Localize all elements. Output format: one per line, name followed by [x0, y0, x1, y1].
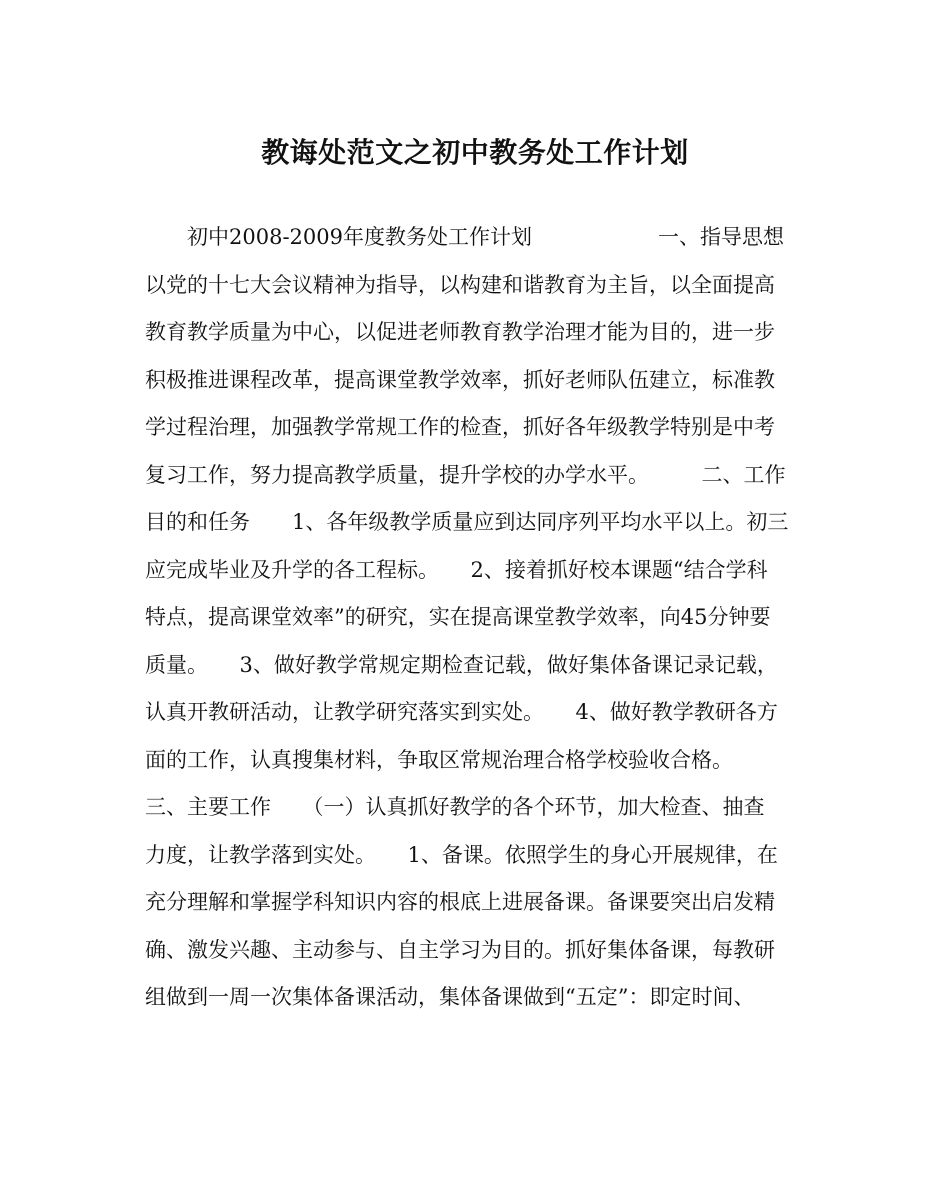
body-line: 复习工作，努力提高教学质量，提升学校的办学水平。 二、工作 [145, 463, 786, 487]
body-line: 组做到一周一次集体备课活动，集体备课做到“五定”：即定时间、 [145, 985, 755, 1009]
body-line: 初中2008-2009年度教务处工作计划 一、指导思想 [145, 225, 784, 249]
body-line: 面的工作，认真搜集材料，争取区常规治理合格学校验收合格。 [145, 748, 733, 772]
body-line: 目的和任务 1、各年级教学质量应到达同序列平均水平以上。初三 [145, 510, 789, 534]
body-line: 以党的十七大会议精神为指导，以构建和谐教育为主旨，以全面提高 [145, 273, 775, 297]
body-line: 认真开教研活动，让教学研究落实到实处。 4、做好教学教研各方 [145, 700, 778, 724]
body-line: 三、主要工作 （一）认真抓好教学的各个环节，加大检查、抽查 [145, 795, 765, 819]
body-line: 特点，提高课堂效率”的研究，实在提高课堂教学效率，向45分钟要 [145, 605, 771, 629]
body-line: 充分理解和掌握学科知识内容的根底上进展备课。备课要突出启发精 [145, 890, 775, 914]
body-line: 质量。 3、做好教学常规定期检查记载，做好集体备课记录记载， [145, 653, 778, 677]
body-line: 教育教学质量为中心，以促进老师教育教学治理才能为目的，进一步 [145, 320, 775, 344]
body-line: 积极推进课程改革，提高课堂教学效率，抓好老师队伍建立，标准教 [145, 368, 775, 392]
body-line: 确、激发兴趣、主动参与、自主学习为目的。抓好集体备课，每教研 [145, 938, 775, 962]
body-line: 力度，让教学落到实处。 1、备课。依照学生的身心开展规律，在 [145, 843, 778, 867]
body-line: 学过程治理，加强教学常规工作的检查，抓好各年级教学特别是中考 [145, 415, 775, 439]
document-title: 教诲处范文之初中教务处工作计划 [261, 136, 689, 169]
body-line: 应完成毕业及升学的各工程标。 2、接着抓好校本课题“结合学科 [145, 558, 768, 582]
